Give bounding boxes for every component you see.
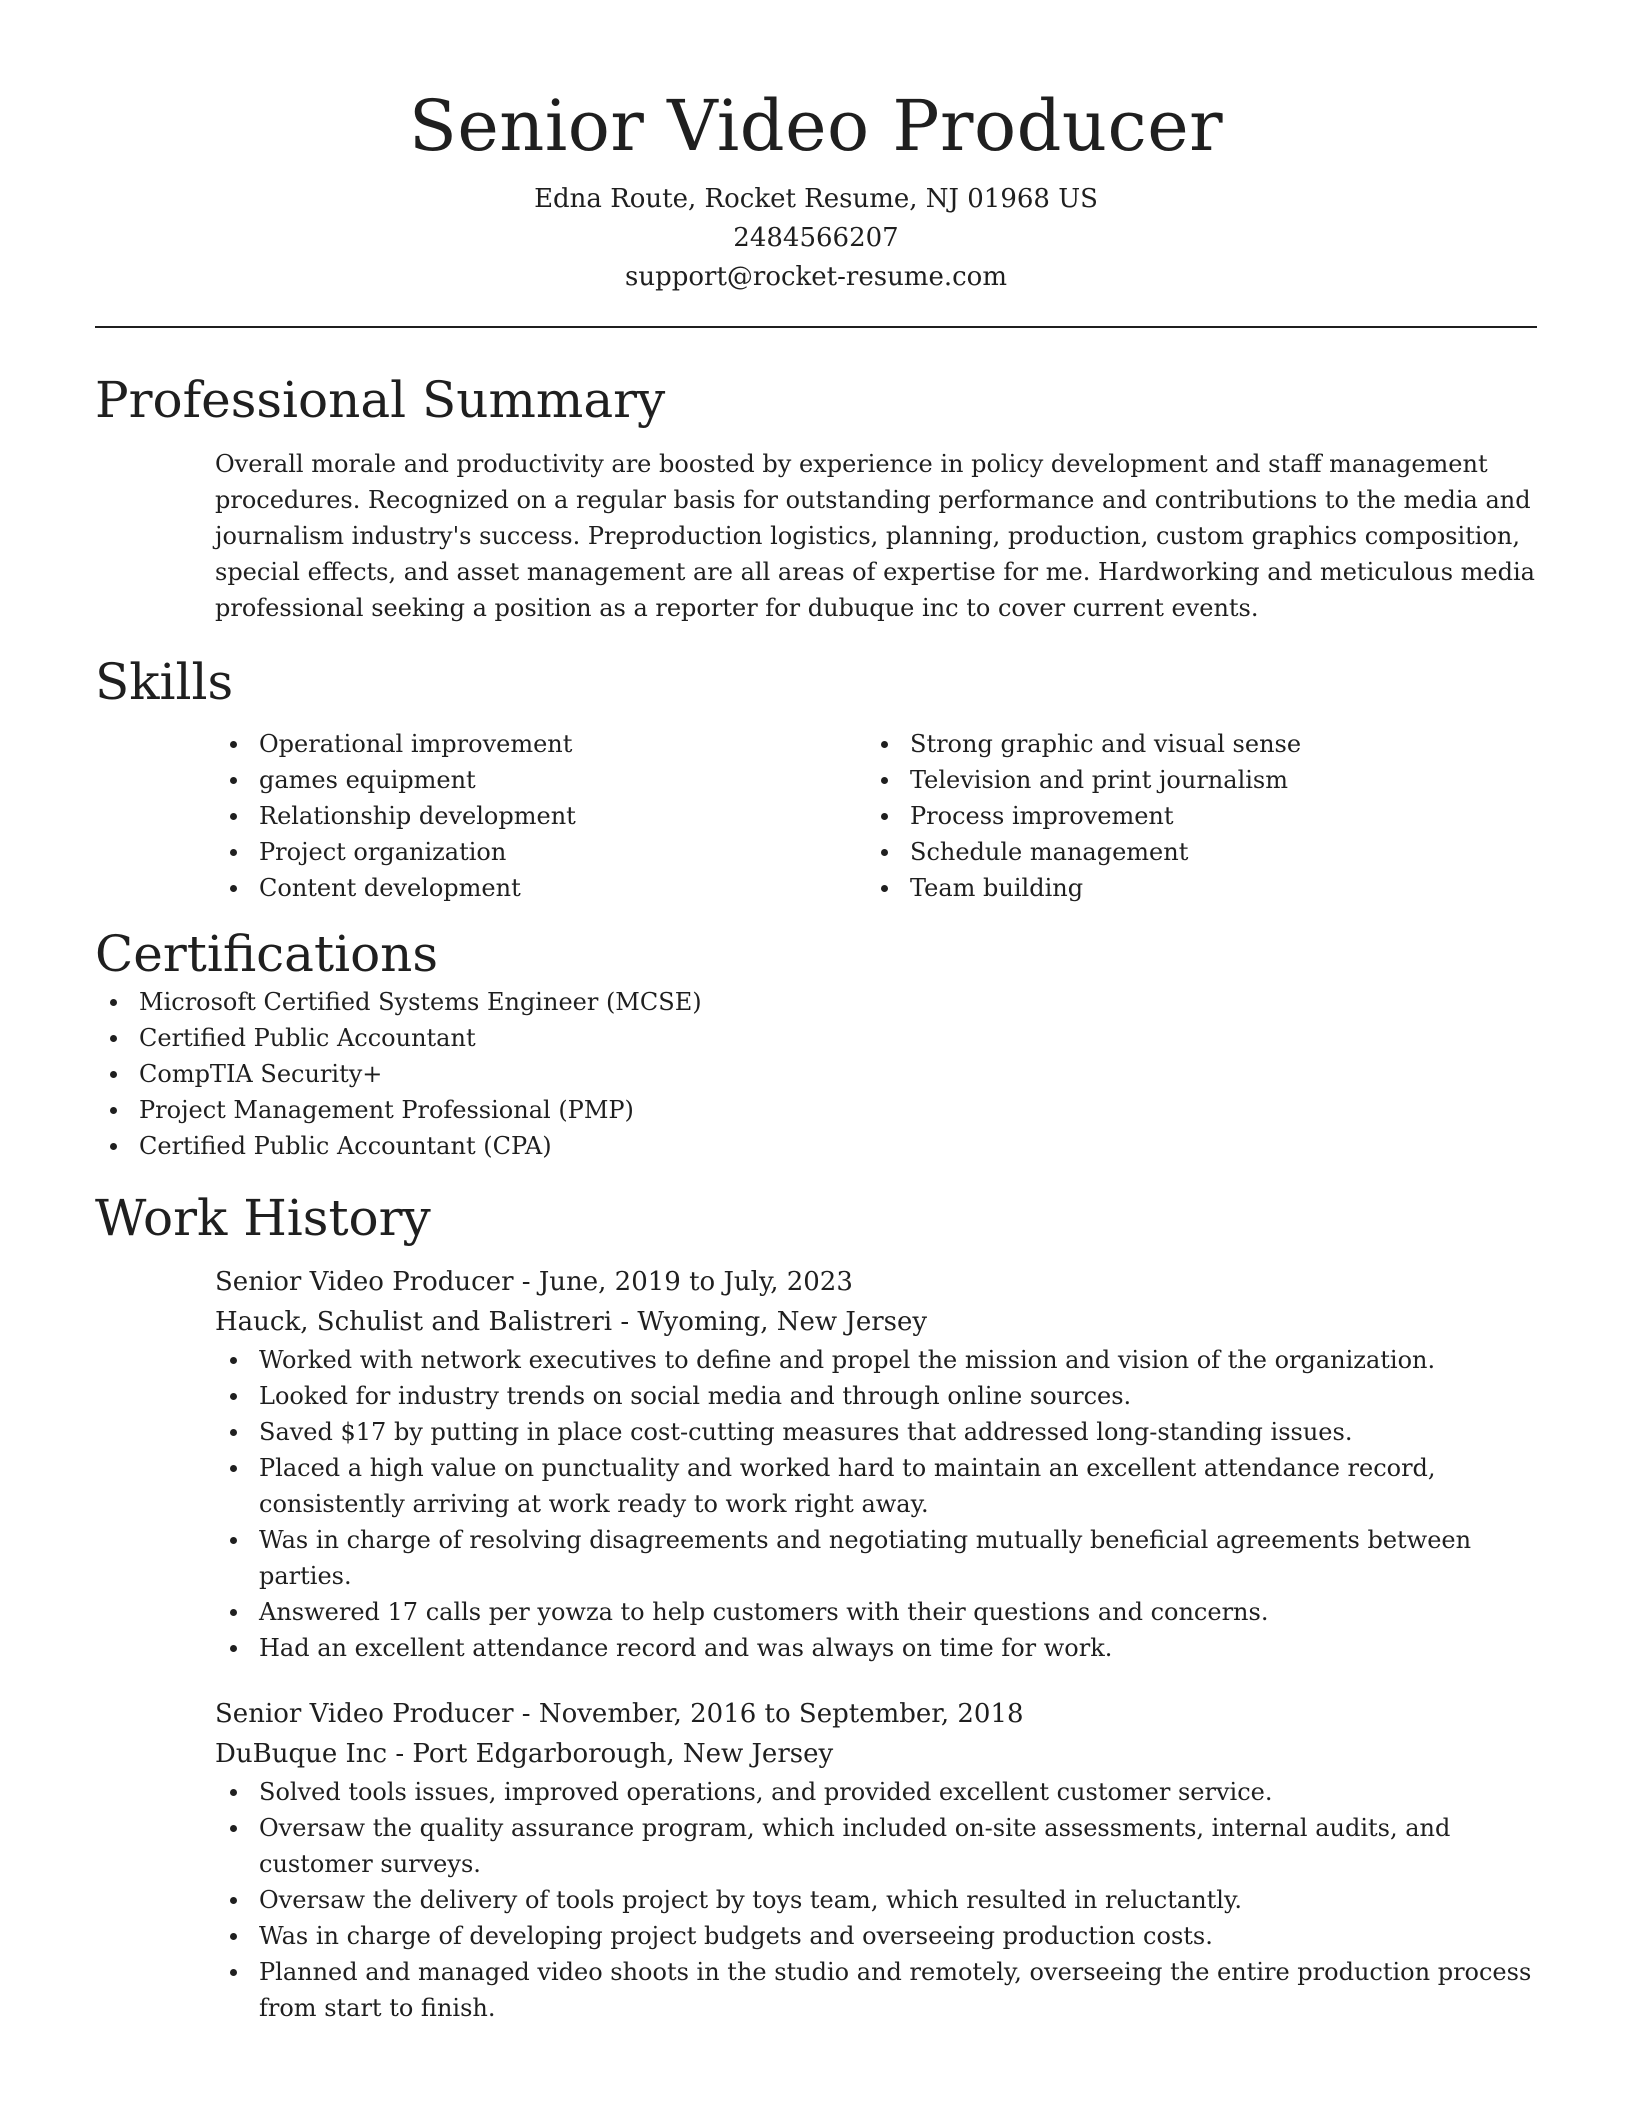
resume-page	[95, 0, 1537, 2026]
skills-column-left	[215, 726, 866, 906]
summary-text: Overall morale and productivity are boosted by experience in policy development and staff management procedures. Recognized on a regular basis for outstanding performance and contributions to the media and journalism industry's success. Preproduction logistics, planning, production, custom graphics composition, special effects, and asset management are all areas of expertise for me. Hardworking and meticulous media professional seeking a position as a reporter for dubuque inc to cover current events.	[215, 450, 1535, 622]
job-duty-item: Was in charge of resolving disagreements and negotiating mutually beneficial agreements between parties.	[215, 1522, 1537, 1594]
job-duty-item: Had an excellent attendance record and was always on time for work.	[215, 1630, 1537, 1666]
job-duty-item: Oversaw the delivery of tools project by toys team, which resulted in reluctantly.	[215, 1882, 1537, 1918]
skills-grid	[215, 726, 1537, 906]
job-duty-item: Worked with network executives to define and propel the mission and vision of the organization.	[215, 1342, 1537, 1378]
certifications-list	[95, 984, 1537, 1164]
skills-heading: Skills	[95, 653, 234, 711]
contact-phone: 2484566207	[733, 223, 899, 253]
job-title-line: Senior Video Producer - June, 2019 to July, 2023	[215, 1267, 853, 1297]
job-duty-item: Oversaw the quality assurance program, which included on-site assessments, internal audits, and customer surveys.	[215, 1810, 1537, 1882]
certification-item: Certified Public Accountant (CPA)	[95, 1128, 1537, 1164]
certifications-heading: Certifications	[95, 925, 439, 983]
job-title-line: Senior Video Producer - November, 2016 to September, 2018	[215, 1699, 1024, 1729]
job-duty-item: Planned and managed video shoots in the studio and remotely, overseeing the entire production process from start to finish.	[215, 1954, 1537, 2026]
skill-item: Project organization	[215, 834, 866, 870]
job-entry	[215, 1262, 1537, 1666]
skill-item: Operational improvement	[215, 726, 866, 762]
job-duty-item: Placed a high value on punctuality and worked hard to maintain an excellent attendance record, consistently arriving at work ready to work right away.	[215, 1450, 1537, 1522]
header-divider	[95, 326, 1537, 328]
contact-block	[95, 180, 1537, 297]
contact-email: support@rocket-resume.com	[624, 262, 1007, 292]
skill-item: Strong graphic and visual sense	[866, 726, 1517, 762]
candidate-name: Senior Video Producer	[408, 85, 1224, 167]
job-company-line: DuBuque Inc - Port Edgarborough, New Jersey	[215, 1739, 834, 1769]
certification-item: CompTIA Security+	[95, 1056, 1537, 1092]
skill-item: Schedule management	[866, 834, 1517, 870]
summary-heading: Professional Summary	[95, 371, 666, 429]
job-duty-item: Looked for industry trends on social media and through online sources.	[215, 1378, 1537, 1414]
skill-item: Team building	[866, 870, 1517, 906]
job-duty-item: Was in charge of developing project budgets and overseeing production costs.	[215, 1918, 1537, 1954]
skill-item: Relationship development	[215, 798, 866, 834]
skill-item: Process improvement	[866, 798, 1517, 834]
job-duties-list	[215, 1774, 1537, 2026]
contact-address: Edna Route, Rocket Resume, NJ 01968 US	[534, 184, 1098, 214]
job-duty-item: Saved $17 by putting in place cost-cutting measures that addressed long-standing issues.	[215, 1414, 1537, 1450]
skills-column-right	[866, 726, 1517, 906]
work-history-heading: Work History	[95, 1189, 431, 1247]
skill-item: games equipment	[215, 762, 866, 798]
job-duty-item: Answered 17 calls per yowza to help customers with their questions and concerns.	[215, 1594, 1537, 1630]
certification-item: Certified Public Accountant	[95, 1020, 1537, 1056]
job-company-line: Hauck, Schulist and Balistreri - Wyoming, New Jersey	[215, 1307, 928, 1337]
skill-item: Television and print journalism	[866, 762, 1517, 798]
skill-item: Content development	[215, 870, 866, 906]
job-entry	[215, 1694, 1537, 2026]
job-duties-list	[215, 1342, 1537, 1666]
certification-item: Microsoft Certified Systems Engineer (MCSE)	[95, 984, 1537, 1020]
certification-item: Project Management Professional (PMP)	[95, 1092, 1537, 1128]
job-duty-item: Solved tools issues, improved operations, and provided excellent customer service.	[215, 1774, 1537, 1810]
